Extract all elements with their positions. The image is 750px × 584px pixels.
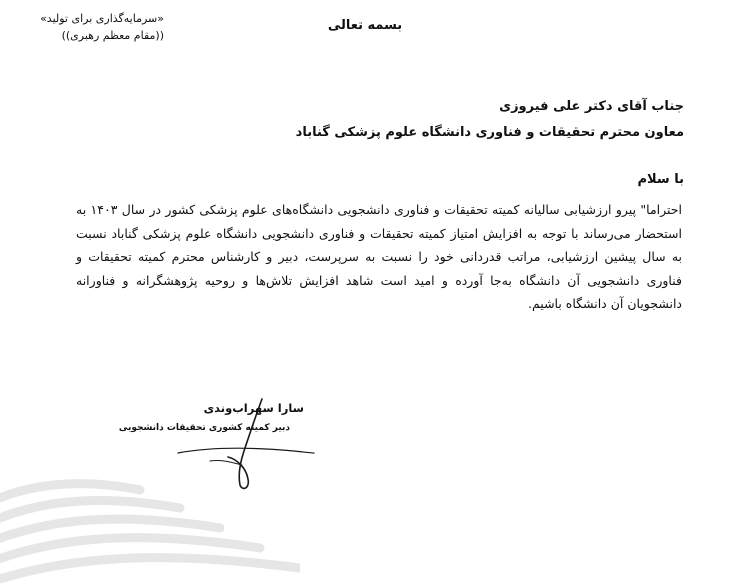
recipient-name: جناب آقای دکتر علی فیروزی (499, 99, 684, 114)
slogan-attribution: ((مقام معظم رهبری)) (61, 29, 164, 42)
slogan-block (14, 10, 164, 44)
recipient-block (64, 94, 684, 146)
signature-name: سارا سهراب‌وندی (203, 401, 304, 415)
bismillah-heading: بسمه تعالی (327, 18, 403, 33)
greeting: با سلام (637, 172, 684, 187)
letter-body: احتراما" پیرو ارزشیابی سالیانه کمیته تحقیقات و فناوری دانشجویی دانشگاه‌های علوم پزشکی کشور در سال ۱۴۰۳ به استحضار می‌رساند با توجه به افزایش امتیاز کمیته تحقیقات و فناوری دانشجویی دانشگاه علوم پزشکی گناباد نسبت به سال پیشین ارزشیابی، مراتب قدردانی خود را نسبت به سرپرست، دبیر و کارشناس محترم کمیته تحقیقات و فناوری دانشجویی آن دانشگاه به‌جا آورده و امید است شاهد افزایش تلاش‌ها و روحیه پژوهشگرانه و فناورانه دانشجویان آن دانشگاه باشیم. (76, 202, 682, 311)
signature-title: دبیر کمیته کشوری تحقیقات دانشجویی (118, 423, 290, 433)
footer-stripes-icon (0, 470, 300, 584)
recipient-position: معاون محترم تحقیقات و فناوری دانشگاه علوم پزشکی گناباد (295, 125, 684, 140)
slogan-line: «سرمایه‌گذاری برای تولید» (40, 12, 164, 25)
